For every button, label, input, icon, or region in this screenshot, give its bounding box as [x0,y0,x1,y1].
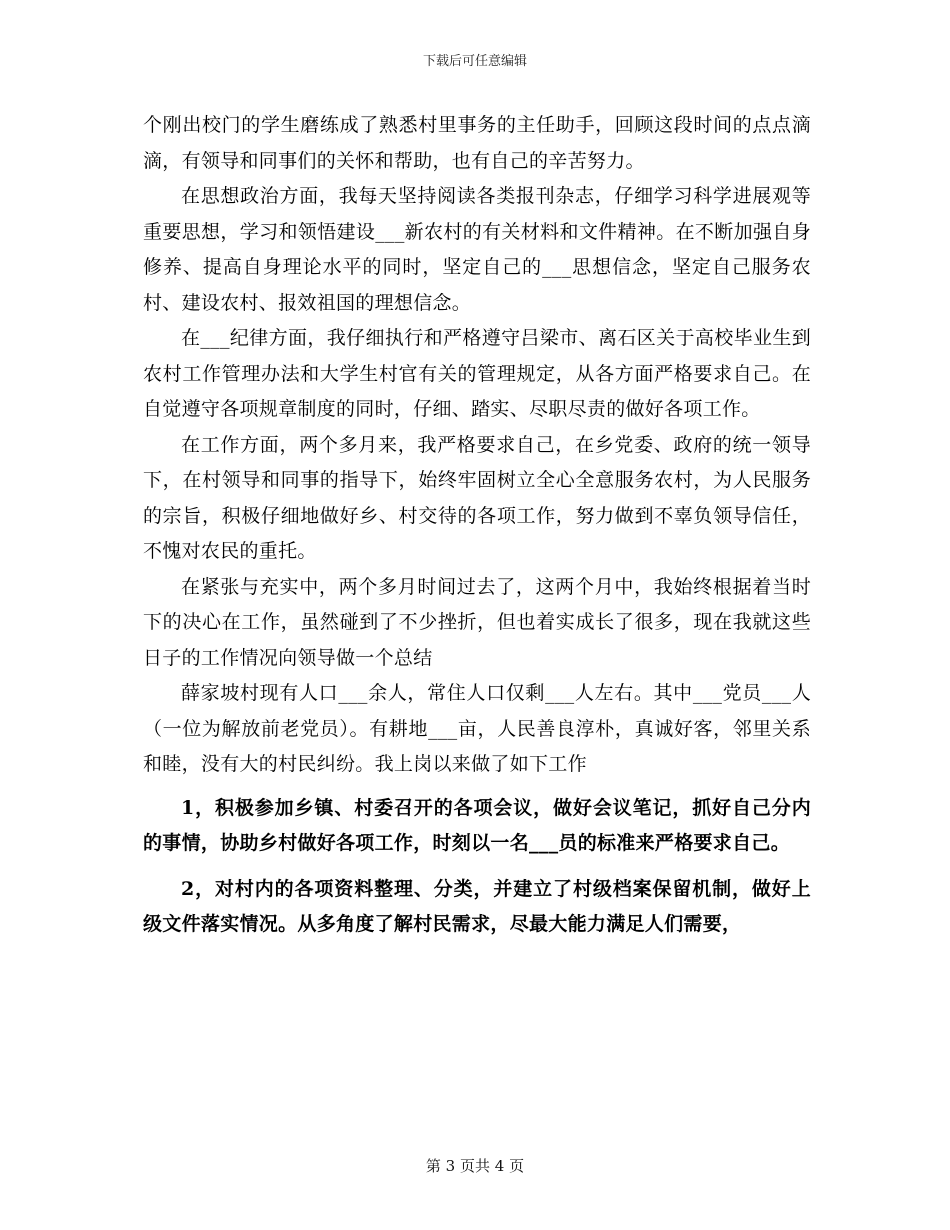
list-item-2: 2，对村内的各项资料整理、分类，并建立了村级档案保留机制，做好上级文件落实情况。从多角度了解村民需求，尽最大能力满足人们需要， [143,877,811,935]
paragraph-village-overview: 薛家坡村现有人口___余人，常住人口仅剩___人左右。其中___党员___人（一位为解放前老党员）。有耕地___亩，人民善良淳朴，真诚好客，邻里关系和睦，没有大的村民纠纷。我上岗以来做了如下工作 [143,682,811,775]
paragraph-work: 在工作方面，两个多月来，我严格要求自己，在乡党委、政府的统一领导下，在村领导和同事的指导下，始终牢固树立全心全意服务农村，为人民服务的宗旨，积极仔细地做好乡、村交待的各项工作，努力做到不辜负领导信任，不愧对农民的重托。 [143,433,811,562]
document-body [143,108,811,943]
paragraph-continuation: 个刚出校门的学生磨练成了熟悉村里事务的主任助手，回顾这段时间的点点滴滴，有领导和同事们的关怀和帮助，也有自己的辛苦努力。 [143,114,811,172]
list-item-1: 1，积极参加乡镇、村委召开的各项会议，做好会议笔记，抓好自己分内的事情，协助乡村做好各项工作，时刻以一名___员的标准来严格要求自己。 [143,796,811,854]
paragraph-summary-intro: 在紧张与充实中，两个多月时间过去了，这两个月中，我始终根据着当时下的决心在工作，虽然碰到了不少挫折，但也着实成长了很多，现在我就这些日子的工作情况向领导做一个总结 [143,575,811,669]
paragraph-discipline: 在___纪律方面，我仔细执行和严格遵守吕梁市、离石区关于高校毕业生到农村工作管理办法和大学生村官有关的管理规定，从各方面严格要求自己。在自觉遵守各项规章制度的同时，仔细、踏实、尽职尽责的做好各项工作。 [143,327,811,420]
page-number: 第 3 页共 4 页 [425,1157,525,1175]
page-header-note: 下载后可任意编辑 [422,54,527,69]
paragraph-political-thought: 在思想政治方面，我每天坚持阅读各类报刊杂志，仔细学习科学进展观等重要思想，学习和领悟建设___新农村的有关材料和文件精神。在不断加强自身修养、提高自身理论水平的同时，坚定自己的___思想信念，坚定自己服务农村、建设农村、报效祖国的理想信念。 [143,185,811,314]
